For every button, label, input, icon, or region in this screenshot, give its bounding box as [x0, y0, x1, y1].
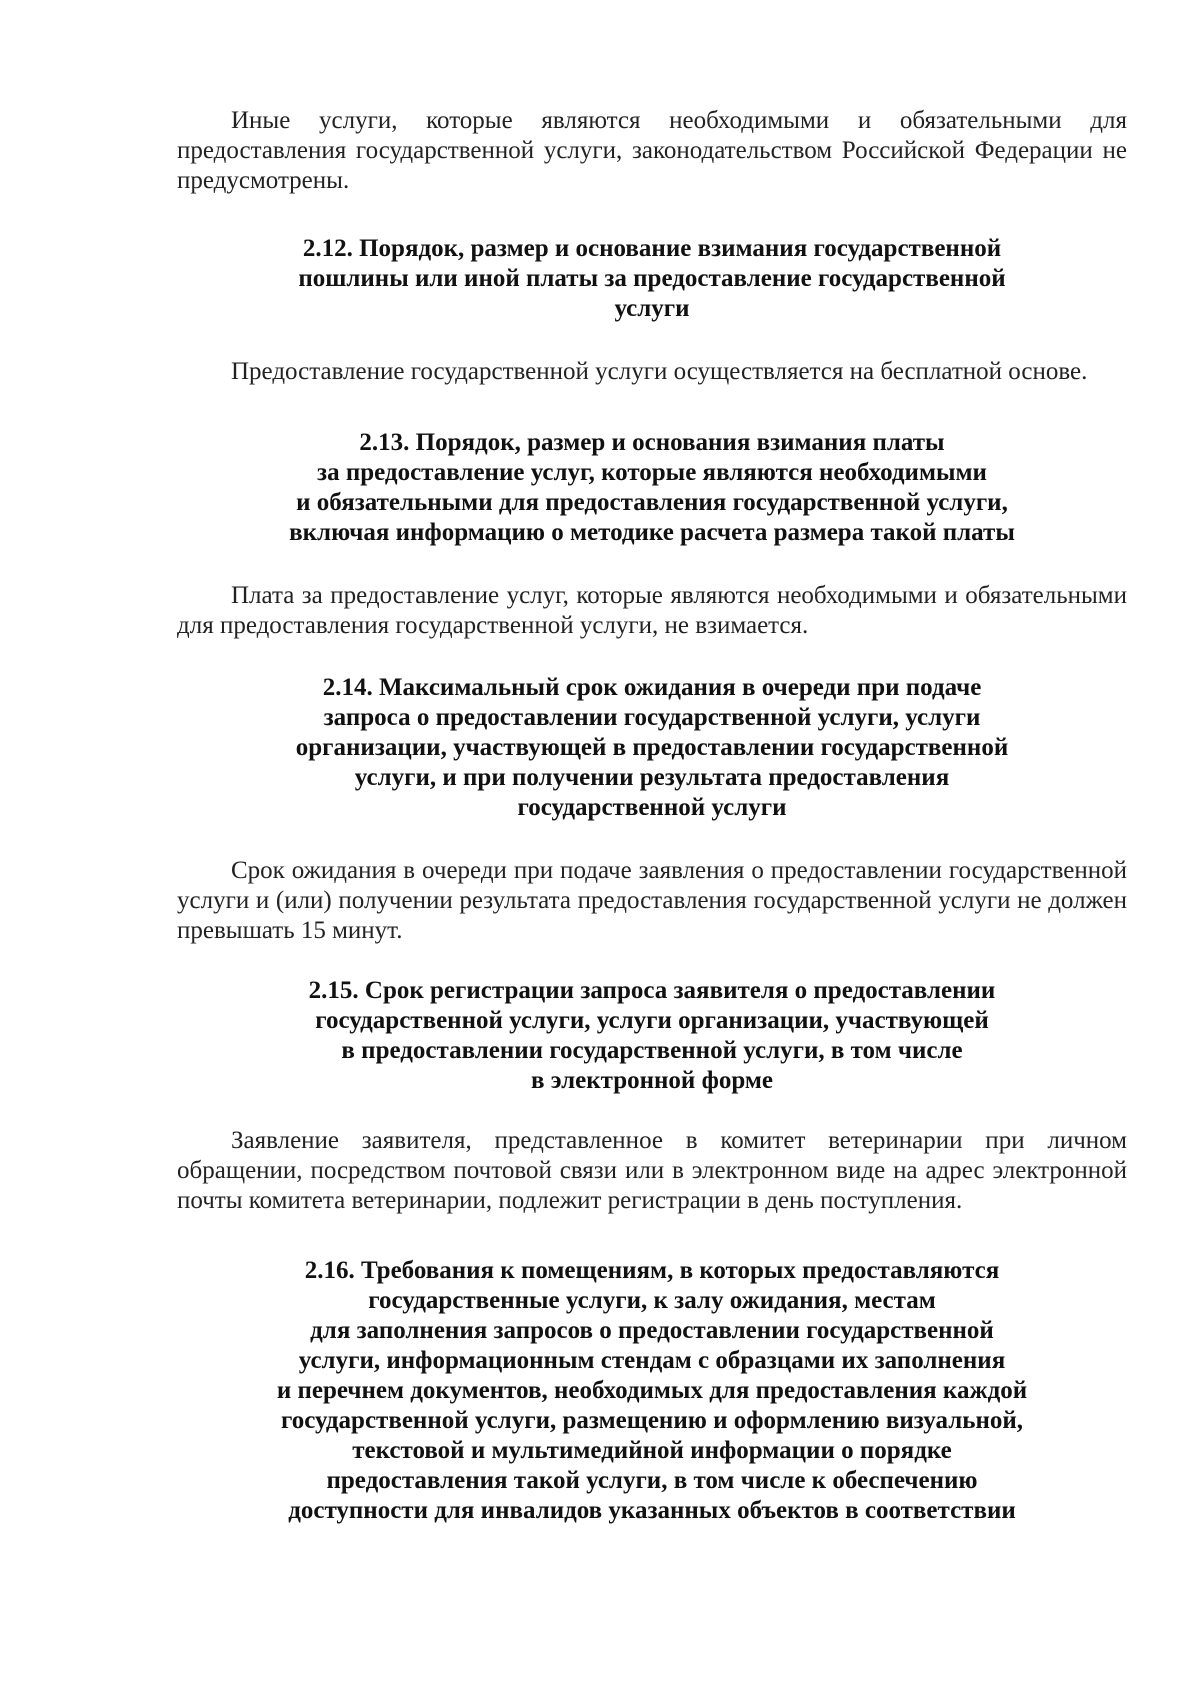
- heading-line: 2.15. Срок регистрации запроса заявителя о предоставлении: [308, 977, 996, 1004]
- heading-line: за предоставление услуг, которые являются необходимыми: [317, 459, 987, 486]
- heading-line: предоставления такой услуги, в том числе к обеспечению: [326, 1467, 978, 1494]
- heading-line: организации, участвующей в предоставлении государственной: [295, 734, 1009, 761]
- heading-line: и обязательными для предоставления государственной услуги,: [296, 489, 1008, 516]
- heading-line: в электронной форме: [530, 1067, 774, 1094]
- heading-2-16: [177, 1256, 1127, 1526]
- heading-line: включая информацию о методике расчета размера такой платы: [289, 519, 1015, 546]
- document-page: [177, 106, 1127, 1526]
- heading-line: услуги, информационным стендам с образцами их заполнения: [298, 1347, 1006, 1374]
- heading-line: 2.12. Порядок, размер и основание взимания государственной: [302, 235, 1002, 262]
- paragraph-other-services: Иные услуги, которые являются необходимыми и обязательными для предоставления государственной услуги, законодательством Российской Федерации не предусмотрены.: [177, 107, 1127, 194]
- heading-line: услуги: [614, 295, 690, 322]
- heading-line: 2.13. Порядок, размер и основания взимания платы: [359, 429, 945, 456]
- heading-2-12: [177, 234, 1127, 324]
- heading-line: и перечнем документов, необходимых для предоставления каждой: [276, 1377, 1028, 1404]
- heading-line: 2.16. Требования к помещениям, в которых предоставляются: [304, 1257, 1000, 1284]
- heading-line: текстовой и мультимедийной информации о порядке: [352, 1437, 952, 1464]
- paragraph-free-service: Предоставление государственной услуги осуществляется на бесплатной основе.: [231, 358, 1088, 385]
- heading-line: в предоставлении государственной услуги, в том числе: [341, 1037, 963, 1064]
- heading-line: запроса о предоставлении государственной услуги, услуги: [323, 704, 981, 731]
- heading-line: государственной услуги: [517, 794, 787, 821]
- paragraph-no-fee: Плата за предоставление услуг, которые являются необходимыми и обязательными для предоставления государственной услуги, не взимается.: [177, 582, 1127, 639]
- heading-2-13: [177, 428, 1127, 548]
- heading-line: для заполнения запросов о предоставлении государственной: [310, 1317, 994, 1344]
- paragraph-queue-time: Срок ожидания в очереди при подаче заявления о предоставлении государственной услуги и (или) получении результата предоставления государственной услуги не должен превышать 15 минут.: [177, 857, 1127, 944]
- heading-line: пошлины или иной платы за предоставление государственной: [298, 265, 1006, 292]
- heading-line: услуги, и при получении результата предоставления: [354, 764, 950, 791]
- heading-2-14: [177, 673, 1127, 823]
- heading-2-15: [177, 976, 1127, 1096]
- heading-line: государственной услуги, размещению и оформлению визуальной,: [280, 1407, 1024, 1434]
- heading-line: доступности для инвалидов указанных объектов в соответствии: [288, 1497, 1016, 1524]
- heading-line: государственные услуги, к залу ожидания, местам: [368, 1287, 936, 1314]
- heading-line: 2.14. Максимальный срок ожидания в очереди при подаче: [322, 674, 982, 701]
- paragraph-registration: Заявление заявителя, представленное в комитет ветеринарии при личном обращении, посредством почтовой связи или в электронном виде на адрес электронной почты комитета ветеринарии, подлежит регистрации в день поступления.: [177, 1127, 1127, 1214]
- heading-line: государственной услуги, услуги организации, участвующей: [315, 1007, 989, 1034]
